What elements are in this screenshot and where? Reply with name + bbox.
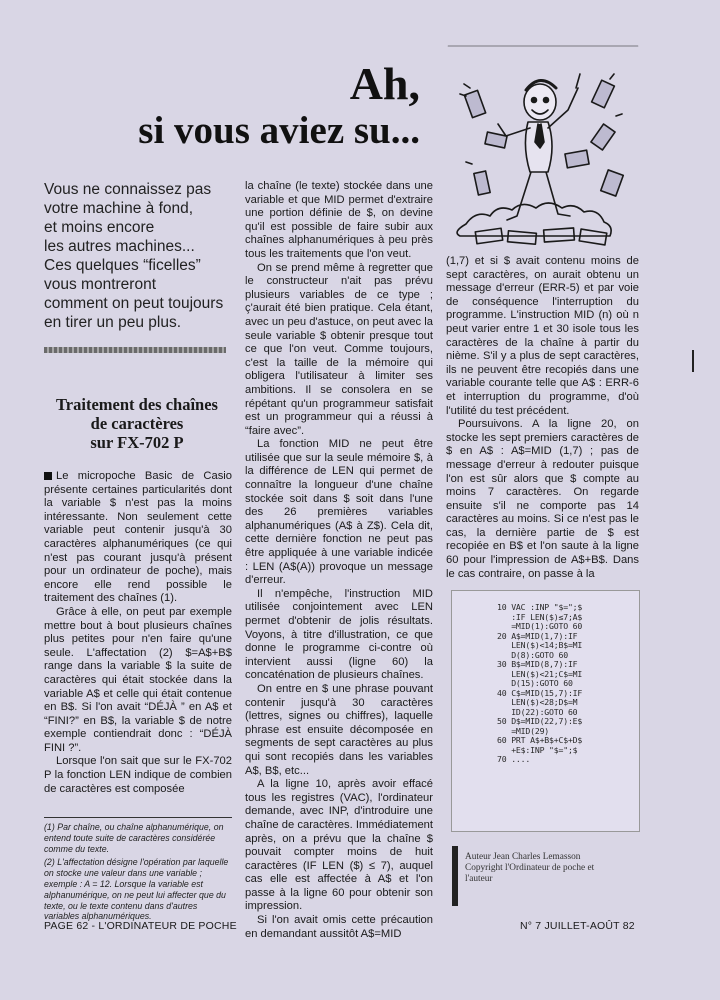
article-column-3 — [446, 255, 639, 581]
intro-line: les autres machines... — [44, 238, 195, 255]
paragraph: Poursuivons. A la ligne 20, on stocke les sept premiers caractères de $ en A$ : A$=MID (1,7) ; pas de message d'erreur à redouter puisque l'on est sûr alors que $ compte au moins 7 caractères. On regarde ensuite s'il ne comporte pas 14 caractères au moins. Si ce n'est pas le cas, la dernière partie de $ est recopiée en B$ et l'on saute à la ligne 60 pour l'impression de A$+B$. Dans le cas contraire, on passe à la — [446, 418, 639, 580]
listing-line: 40 C$=MID(15,7):IF — [497, 687, 583, 698]
listing-line: ID(22):GOTO 60 — [497, 706, 578, 717]
paragraph: Il n'empêche, l'instruction MID utilisée conjointement avec LEN permet d'obtenir de jolis résultats. Voyons, à titre d'illustration, ce que donne le programme ci-contre où intervient aussi (ligne 60) la concaténation de plusieurs chaînes. — [245, 587, 433, 682]
paragraph: A la ligne 10, après avoir effacé tous les registres (VAC), l'ordinateur demande, avec INP, d'introduire une chaîne de caractères. Immédiatement après, on a prévu que la chaîne $ pouvait compter moins de huit caractères (IF LEN ($) ≤ 7), auquel cas elle est affectée à A$ et l'on passe à la ligne 60 pour obtenir son impression. — [245, 778, 433, 913]
footnote-rule — [44, 817, 232, 818]
caption-bar — [452, 846, 458, 906]
paragraph: (1,7) et si $ avait contenu moins de sept caractères, on aurait obtenu un message d'erreur (ERR-5) et par voie de conséquence l'interruption du programme. L'instruction MID (n) où n peut varier entre 1 et 30 isole tous les caractères de la chaîne à partir du nième. S'il y a plus de sept caractères, ils ne peuvent être recopiés dans une variable courante telle que A$ : ERR-6 et interruption du programme, d'où l'utilité du test précédent. — [446, 255, 639, 417]
caption-line: Copyright l'Ordinateur de poche et — [465, 863, 595, 873]
intro-line: comment on peut toujours — [44, 295, 224, 312]
margin-mark — [692, 350, 694, 372]
section-title-line: de caractères — [90, 414, 184, 433]
paragraph: Grâce à elle, on peut par exemple mettre bout à bout plusieurs chaînes plus petites pour n'en faire qu'une seule. L'affectation (2) $=A$+B$ range dans la variable $ la suite de caractères qui était stockée dans la variable A$ et celle qui était contenue en B$. Si l'on avait “DÉJÀ ” en A$ et “FINI?” en B$, la variable $ de notre exemple contiendrait donc : “DÉJÀ FINI ?”. — [44, 605, 232, 754]
listing-line: 30 B$=MID(8,7):IF — [497, 659, 578, 669]
intro-line: vous montreront — [44, 276, 156, 293]
footnote: (2) L'affectation désigne l'opération par laquelle on stocke une valeur dans une variable ; exemple : A = 12. Lorsque la variable est alphanumérique, on ne peut lui affecter que du texte, ou le texte contenu dans d'autres variables alphanumériques. — [44, 857, 229, 922]
footnotes — [44, 822, 232, 925]
paragraph: On se prend même à regretter que le constructeur n'ait pas prévu plusieurs variables de ce type ; ç'aurait été bien pratique. Cela étant, avec un peu d'astuce, on peut avec la seule variable $ obtenir presque tout ce que l'on veut. Comme toujours, c'est la taille de la mémoire qui obligera l'utilisateur à limiter ses ambitions. Il se consolera en se répétant qu'un programmeur satisfait est un programmeur qui a réussi à “faire avec”. — [245, 261, 433, 437]
listing-line: LEN($)<21;C$=MI — [497, 668, 583, 679]
listing-line: 70 .... — [497, 754, 531, 764]
section-title-line: sur FX-702 P — [90, 433, 184, 452]
listing-line: 50 D$=MID(22,7):E$ — [497, 716, 583, 726]
intro-line: en tirer un peu plus. — [44, 314, 182, 331]
listing-line: LEN($)<14;B$=MI — [497, 640, 583, 650]
intro-lede — [44, 180, 234, 332]
footer-issue: N° 7 JUILLET-AOÛT 82 — [520, 920, 635, 932]
section-title-line: Traitement des chaînes — [56, 395, 218, 414]
intro-line: Vous ne connaissez pas — [44, 181, 212, 198]
paragraph — [44, 470, 232, 606]
page-title — [40, 60, 430, 154]
listing-line: 20 A$=MID(1,7):IF — [497, 630, 578, 641]
square-bullet-icon — [44, 472, 52, 480]
intro-line: et moins encore — [44, 219, 155, 236]
listing-line: +E$:INP "$=";$ — [497, 744, 578, 755]
paragraph: Lorsque l'on sait que sur le FX-702 P la fonction LEN indique de combien de caractères est composée — [44, 755, 232, 795]
listing-line: 10 VAC :INP "$=";$ — [497, 602, 583, 612]
intro-line: Ces quelques “ficelles” — [44, 257, 201, 274]
listing-line: D(15):GOTO 60 — [497, 678, 573, 688]
caption-line: l'auteur — [465, 874, 493, 884]
article-column-1 — [44, 470, 232, 796]
author-caption — [465, 852, 635, 885]
paragraph-text: Le micropoche Basic de Casio présente certaines particularités dont la variable $ n'est pas la moins intéressante. Non seulement cette variable peut contenir jusqu'à 30 caractères alphanumériques (ce qui n'est pas courant jusqu'à présent pour un ordinateur de poche), mais encore elle rend possible le traitement des chaînes (1). — [44, 470, 232, 605]
footnote: (1) Par chaîne, ou chaîne alphanumérique, on entend toute suite de caractères considérée comme du texte. — [44, 822, 224, 854]
title-line-1: Ah, — [349, 58, 420, 109]
listing-line: :IF LEN($)≤7;A$ — [497, 611, 583, 622]
paragraph: On entre en $ une phrase pouvant contenir jusqu'à 30 caractères (lettres, signes ou chiffres), laquelle phrase est ensuite décomposée en segments de sept caractères au plus qui sont recopiés dans les variables A$, B$, etc... — [245, 682, 433, 777]
cartoon-illustration-icon — [446, 44, 640, 250]
paragraph: Si l'on avait omis cette précaution en demandant aussitôt A$=MID — [245, 914, 433, 940]
caption-line: Auteur Jean Charles Lemasson — [465, 852, 581, 862]
decorative-divider — [44, 347, 226, 353]
listing-line: 60 PRT A$+B$+C$+D$ — [497, 735, 583, 745]
section-title — [44, 395, 230, 452]
paragraph: La fonction MID ne peut être utilisée que sur la seule mémoire $, à la différence de LEN qui permet de connaître la longueur d'une chaîne stockée soit dans $ soit dans l'une des 26 premières variables alphanumériques (A$ à Z$). Cela dit, cette dernière fonction ne peut pas être appliquée à une variable indicée : LEN (A$(A)) provoque un message d'erreur. — [245, 438, 433, 587]
paragraph: la chaîne (le texte) stockée dans une variable et que MID permet d'extraire une portion définie de $, on devine qu'il est possible de faire subir aux chaînes alphanumériques à peu près tous les traitements que l'on veut. — [245, 180, 433, 260]
footer-page-number: PAGE 62 - L'ORDINATEUR DE POCHE — [44, 920, 237, 932]
article-column-2 — [245, 180, 433, 941]
listing-line: =MID(1):GOTO 60 — [497, 621, 583, 631]
intro-line: votre machine à fond, — [44, 200, 194, 217]
listing-line: =MID(29) — [497, 725, 550, 736]
listing-line: LEN($)<28;D$=M — [497, 697, 578, 707]
program-listing — [497, 603, 637, 765]
listing-line: D(8):GOTO 60 — [497, 649, 568, 660]
title-line-2: si vous aviez su... — [138, 109, 420, 152]
